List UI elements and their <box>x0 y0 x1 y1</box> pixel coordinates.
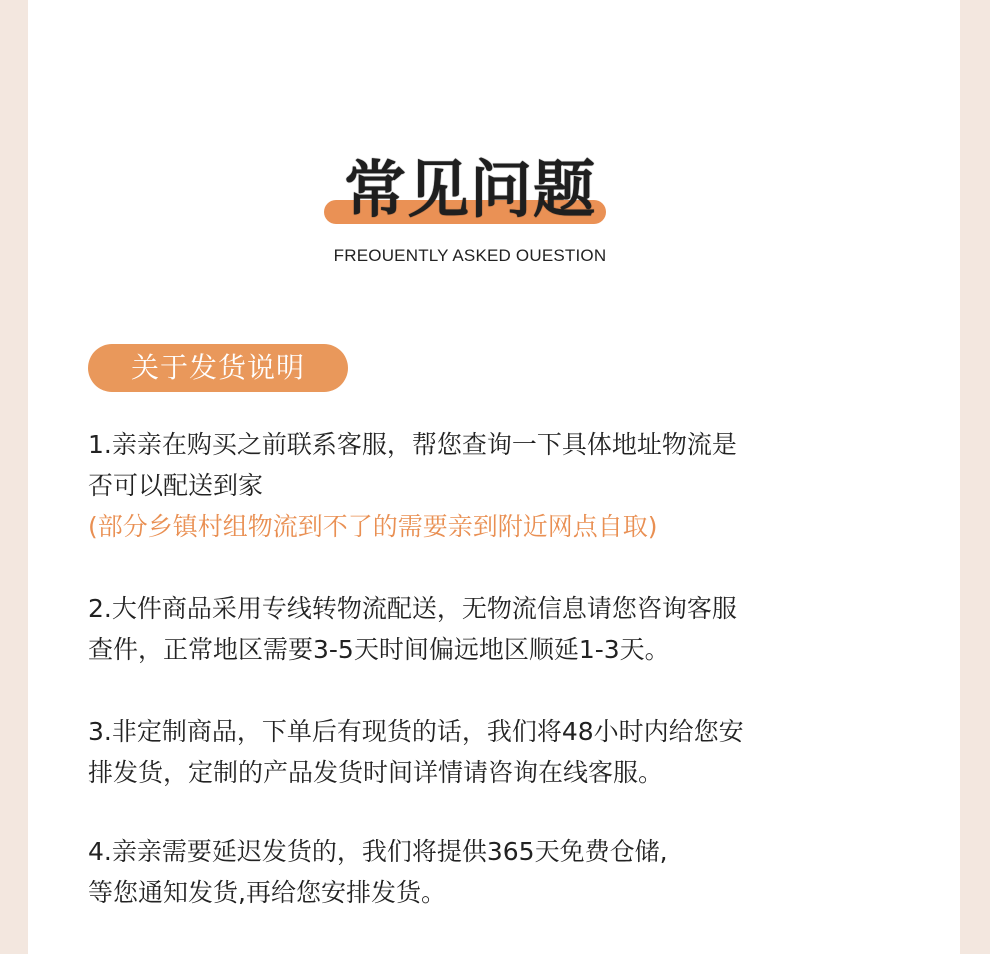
faq-item-4-line-2: 等您通知发货,再给您安排发货。 <box>88 878 446 907</box>
page-title-block <box>320 152 620 232</box>
section-pill: 关于发货说明 <box>88 344 348 392</box>
faq-item-1 <box>88 424 868 506</box>
faq-item-3 <box>88 711 868 793</box>
faq-item-2-line-2: 查件，正常地区需要3-5天时间偏远地区顺延1-3天。 <box>88 635 670 664</box>
faq-card <box>28 0 960 954</box>
faq-item-2-line-1: 2.大件商品采用专线转物流配送，无物流信息请您咨询客服 <box>88 594 737 623</box>
faq-item-4-line-1: 4.亲亲需要延迟发货的，我们将提供365天免费仓储, <box>88 837 668 866</box>
faq-item-4 <box>88 831 868 913</box>
faq-item-1-note: (部分乡镇村组物流到不了的需要亲到附近网点自取) <box>88 512 658 541</box>
page-subtitle: FREOUENTLY ASKED OUESTION <box>333 246 607 265</box>
faq-item-3-line-2: 排发货，定制的产品发货时间详情请咨询在线客服。 <box>88 758 664 787</box>
page-title: 常见问题 <box>343 153 596 226</box>
faq-item-1-line-1: 1.亲亲在购买之前联系客服，帮您查询一下具体地址物流是 <box>88 430 737 459</box>
faq-item-1-line-2: 否可以配送到家 <box>88 471 264 500</box>
faq-item-3-line-1: 3.非定制商品，下单后有现货的话，我们将48小时内给您安 <box>88 717 744 746</box>
faq-item-2 <box>88 588 868 670</box>
